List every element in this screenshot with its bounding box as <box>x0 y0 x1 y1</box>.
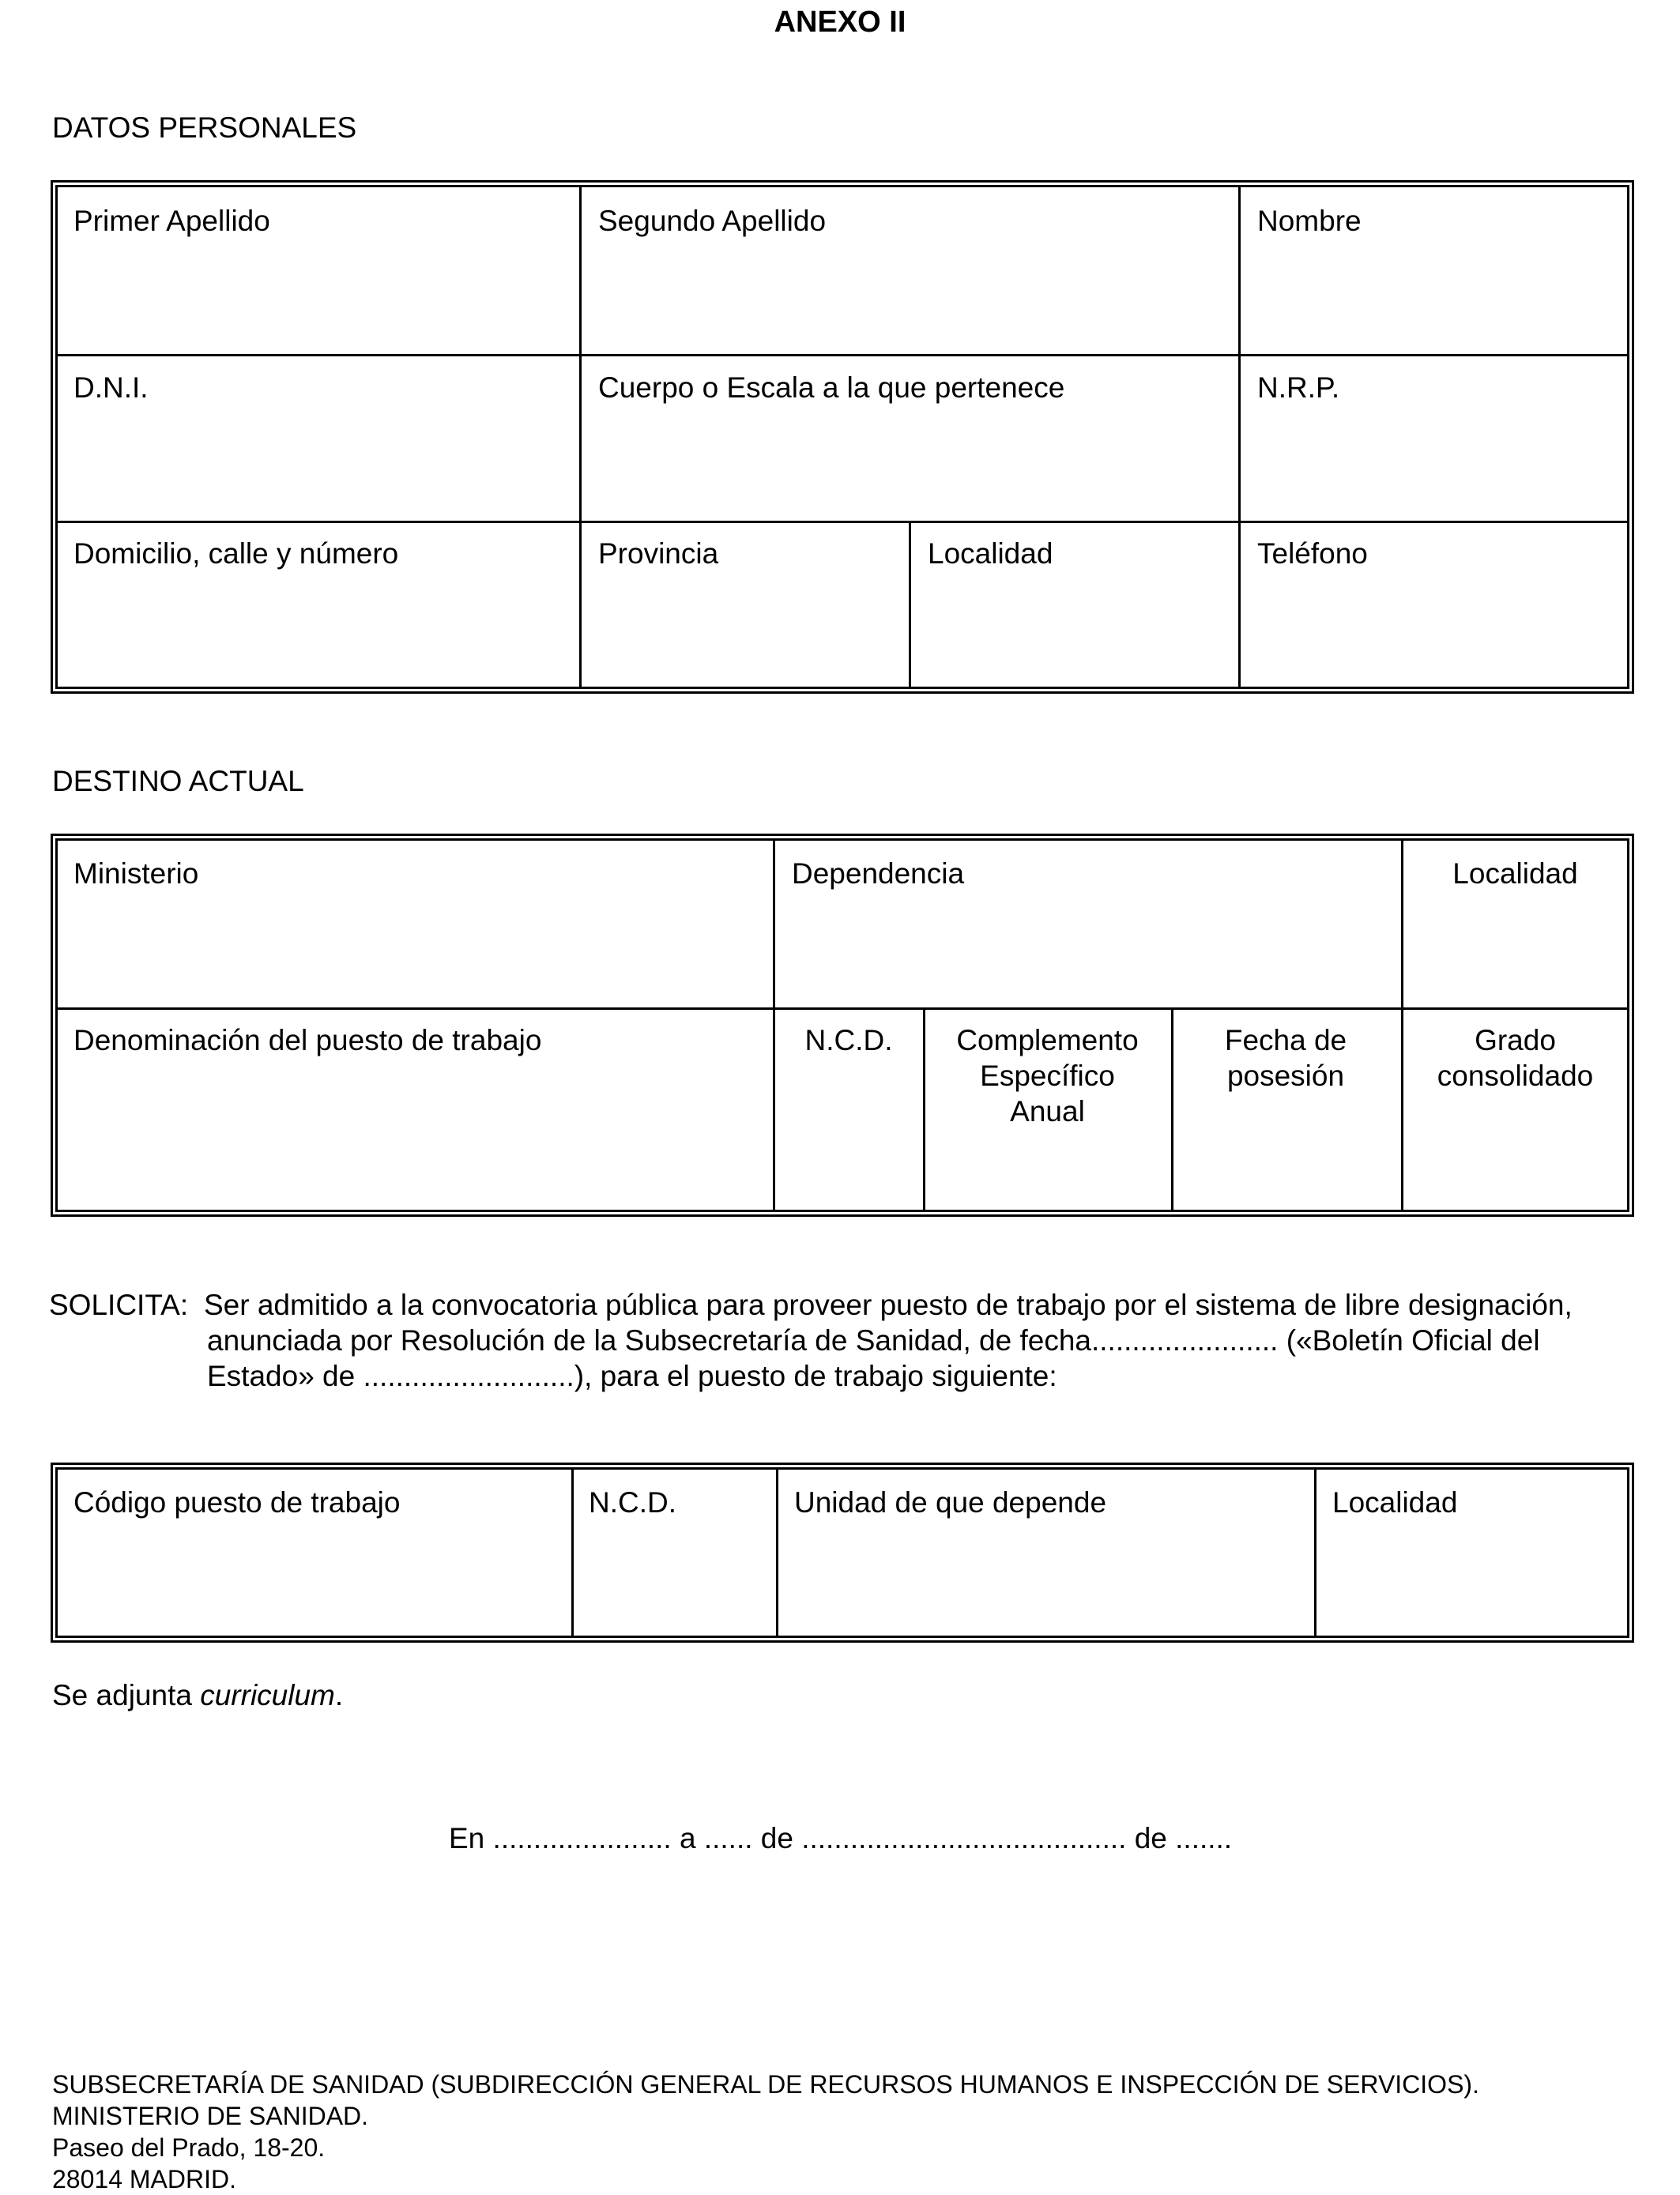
footer-address-line1: SUBSECRETARÍA DE SANIDAD (SUBDIRECCIÓN GENERAL DE RECURSOS HUMANOS E INSPECCIÓN DE SERVICIOS). <box>52 2070 1479 2099</box>
localidad-field[interactable]: Localidad <box>928 537 1053 570</box>
fecha-posesion-field[interactable]: Fecha de posesión <box>1224 1024 1347 1092</box>
nombre-field[interactable]: Nombre <box>1257 205 1362 237</box>
datos-personales-heading: DATOS PERSONALES <box>52 111 357 144</box>
primer-apellido-field[interactable]: Primer Apellido <box>73 205 270 237</box>
ncd-destino-field[interactable]: N.C.D. <box>804 1024 893 1056</box>
solicita-line2: anunciada por Resolución de la Subsecretaría de Sanidad, de fecha....................... («Boletín Oficial del <box>207 1324 1540 1357</box>
fecha-lugar-line[interactable]: En ...................... a ...... de ........................................ de ....... <box>449 1822 1233 1854</box>
footer-address-line4: 28014 MADRID. <box>52 2165 236 2193</box>
ministerio-field[interactable]: Ministerio <box>73 857 199 890</box>
datos-personales-table <box>51 180 1634 694</box>
codigo-puesto-field[interactable]: Código puesto de trabajo <box>73 1486 401 1519</box>
grado-consolidado-field[interactable]: Grado consolidado <box>1437 1024 1594 1092</box>
nrp-field[interactable]: N.R.P. <box>1257 371 1340 404</box>
solicita-label: SOLICITA: <box>49 1289 189 1321</box>
complemento-field[interactable]: Complemento Específico Anual <box>956 1024 1139 1128</box>
provincia-field[interactable]: Provincia <box>598 537 719 570</box>
denominacion-field[interactable]: Denominación del puesto de trabajo <box>73 1024 542 1056</box>
solicita-line3: Estado» de ..........................), para el puesto de trabajo siguiente: <box>207 1360 1057 1392</box>
unidad-depende-field[interactable]: Unidad de que depende <box>794 1486 1107 1519</box>
telefono-field[interactable]: Teléfono <box>1257 537 1368 570</box>
dni-field[interactable]: D.N.I. <box>73 371 149 404</box>
solicita-line1: Ser admitido a la convocatoria pública para proveer puesto de trabajo por el sistema de libre designación, <box>204 1289 1573 1321</box>
localidad-destino-field[interactable]: Localidad <box>1452 857 1578 890</box>
footer-address-line3: Paseo del Prado, 18-20. <box>52 2133 326 2162</box>
cuerpo-escala-field[interactable]: Cuerpo o Escala a la que pertenece <box>598 371 1065 404</box>
ncd-puesto-field[interactable]: N.C.D. <box>589 1486 676 1519</box>
footer-address-line2: MINISTERIO DE SANIDAD. <box>52 2102 369 2130</box>
segundo-apellido-field[interactable]: Segundo Apellido <box>598 205 827 237</box>
document-title: ANEXO II <box>774 6 906 39</box>
destino-actual-heading: DESTINO ACTUAL <box>52 765 304 797</box>
adjunta-curriculum: Se adjunta curriculum. <box>52 1679 344 1711</box>
domicilio-field[interactable]: Domicilio, calle y número <box>73 537 399 570</box>
dependencia-field[interactable]: Dependencia <box>792 857 965 890</box>
localidad-puesto-field[interactable]: Localidad <box>1332 1486 1458 1519</box>
